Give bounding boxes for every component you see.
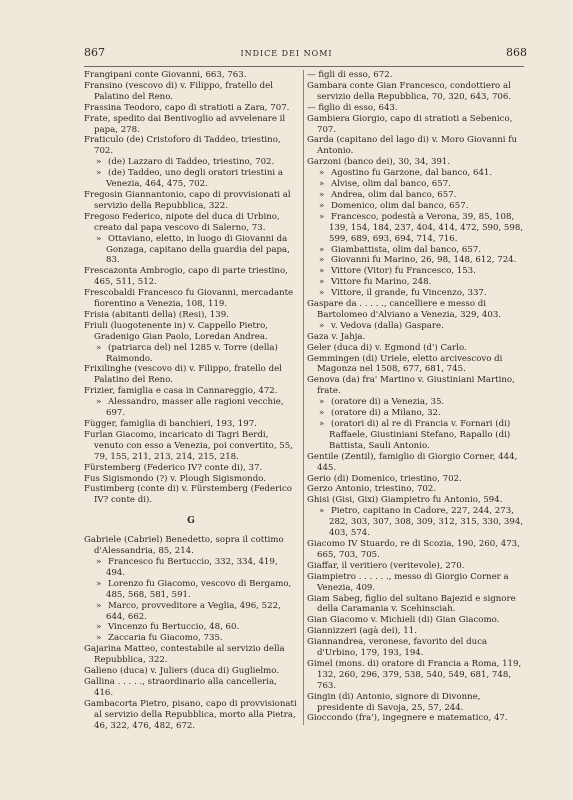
index-entry: Genova (da) fra' Martino v. Giustiniani Martino, frate. (307, 375, 515, 397)
index-entry: Garzoni (banco dei), 30, 34, 391. (307, 157, 451, 168)
index-entry: Gallina . . . . ., straordinario alla cancelleria, 416. (84, 676, 277, 698)
index-entry: Frizier, famiglia e casa in Cannareggio, 472. (84, 386, 278, 397)
index-entry: Fregosin Giannantonio, capo di provvisionati al servizio della Repubblica, 322. (84, 189, 291, 211)
index-entry: Fus Sigismondo (?) v. Plough Sigismondo. (84, 473, 266, 484)
index-entry: Frescazonta Ambrogio, capo di parte triestino, 465, 511, 512. (84, 266, 288, 288)
index-subentry: » Giovanni fu Marino, 26, 98, 148, 612, 724. (319, 255, 517, 266)
index-entry: Gajarina Matteo, contestabile al servizio della Repubblica, 322. (84, 644, 285, 666)
index-subentry: » (oratori di) al re di Francia v. Fornari (di) Raffaele, Giustiniani Stefano, Rapallo (di) Battista, Sauli Antonio. (319, 419, 511, 451)
index-subentry: » Vittore, il grande, fu Vincenzo, 337. (319, 288, 487, 299)
index-entry: Gioccondo (fra'), ingegnere e matematico, 47. (307, 713, 508, 724)
index-subentry: » (patriarca del) nel 1285 v. Torre (della) Raimondo. (96, 342, 278, 364)
index-entry: Giaffar, il veritiero (veritevole), 270. (307, 560, 465, 571)
right-page-number: 868 (506, 46, 527, 59)
index-entry: Gemmingen (di) Uriele, eletto arcivescovo di Magonza nel 1508, 677, 681, 745. (307, 353, 503, 375)
index-entry: — figli di esso, 672. (307, 70, 393, 80)
index-subentry: » Francesco fu Bertuccio, 332, 334, 419, 494. (96, 556, 278, 578)
index-entry: Fustimberg (conte di) v. Fürstemberg (Federico IV? conte di). (84, 484, 292, 506)
right-column (307, 70, 525, 724)
left-page-number: 867 (84, 46, 105, 59)
index-subentry: » Pietro, capitano in Cadore, 227, 244, 273, 282, 303, 307, 308, 309, 312, 315, 330, 394, 403, 574. (319, 506, 524, 539)
index-entry: Giam Sabeg, figlio del sultano Bajezid e signore della Caramania v. Scehinsciah. (307, 593, 516, 615)
index-subentry: » Francesco, podestà a Verona, 39, 85, 108, 139, 154, 184, 237, 404, 414, 472, 590, 598, 599, 689, 693, 694, 714, 716. (319, 211, 524, 244)
header-rule (84, 66, 524, 67)
index-entry: Fùgger, famiglia di banchieri, 193, 197. (84, 419, 257, 429)
index-subentry: » Lorenzo fu Giacomo, vescovo di Bergamo, 485, 568, 581, 591. (96, 578, 292, 600)
index-entry: Gerio (di) Domenico, triestino, 702. (307, 473, 462, 484)
index-entry: Fransino (vescovo di) v. Filippo, fratello del Palatino del Reno. (84, 80, 273, 102)
index-subentry: » (oratore di) a Milano, 32. (319, 408, 441, 419)
index-entry: Geler (duca di) v. Egmond (d') Carlo. (307, 342, 467, 353)
index-subentry: » (de) Lazzaro di Taddeo, triestino, 702. (96, 157, 275, 168)
index-entry: Gian Giacomo v. Michieli (di) Gian Giacomo. (307, 615, 500, 626)
index-subentry: » Zaccaria fu Giacomo, 735. (96, 633, 223, 644)
index-subentry: » Vincenzo fu Bertuccio, 48, 60. (96, 622, 240, 633)
index-entry: Giacomo IV Stuardo, re di Scozia, 190, 260, 473, 665, 703, 705. (307, 538, 520, 560)
index-subentry: » Andrea, olim dal banco, 657. (319, 189, 457, 200)
index-entry: Giannizzeri (agà dei), 11. (307, 626, 417, 637)
index-entry: Giannandrea, veronese, favorito del duca d'Urbino, 179, 193, 194. (307, 637, 488, 659)
index-entry: Frixilinghe (vescovo di) v. Filippo, fratello del Palatino del Reno. (84, 364, 282, 386)
index-entry: Gingin (di) Antonio, signore di Divonne, presidente di Savoja, 25, 57, 244. (307, 691, 481, 713)
index-entry: Furlan Giacomo, incaricato di Tagri Berdi, venuto con esso a Venezia, poi convertito, 55, 79, 155, 211, 213, 214, 215, 218. (84, 429, 293, 462)
index-entry: Ghisi (Gisi, Gixi) Giampietro fu Antonio, 594. (307, 495, 503, 506)
page-title: INDICE DEI NOMI (240, 49, 333, 58)
index-subentry: » (de) Taddeo, uno degli oratori triestini a Venezia, 464, 475, 702. (96, 168, 283, 190)
index-entry: Frangipani conte Giovanni, 663, 763. (84, 70, 247, 80)
index-subentry: » Vittore fu Marino, 248. (319, 277, 432, 288)
index-entry: — figlio di esso, 643. (307, 102, 398, 113)
index-entry: Galieno (duca) v. Juliers (duca di) Guglielmo. (84, 666, 280, 677)
section-letter: G (187, 516, 195, 527)
index-entry: Friuli (luogotenente in) v. Cappello Pietro, Gradenigo Gian Paolo, Loredan Andrea. (84, 320, 268, 342)
index-entry: Gerzo Antonio, triestino, 702. (307, 484, 437, 495)
index-subentry: » Ottaviano, eletto, in luogo di Giovanni da Gonzaga, capitano della guardia del papa, 83. (96, 233, 290, 266)
index-subentry: » v. Vedova (dalla) Gaspare. (319, 320, 444, 331)
index-entry: Fürstemberg (Federico IV? conte di), 37. (84, 462, 263, 473)
index-subentry: » Agostino fu Garzone, dal banco, 641. (319, 168, 493, 179)
index-entry: Gabriele (Cabriel) Benedetto, sopra il cottimo d'Alessandria, 85, 214. (84, 535, 284, 557)
index-entry: Gambara conte Gian Francesco, condottiero al servizio della Repubblica, 70, 320, 643, 706. (307, 80, 512, 102)
index-entry: Frisia (abitanti della) (Resi), 139. (84, 309, 229, 320)
index-entry: Gentile (Zentil), famiglio di Giorgio Corner, 444, 445. (307, 451, 518, 473)
index-entry: Gaza v. Jahja. (307, 331, 366, 342)
index-subentry: » Giambattista, olim dal banco, 657. (319, 244, 482, 255)
index-entry: Gimel (mons. di) oratore di Francia a Roma, 119, 132, 260, 296, 379, 538, 540, 549, 681, 748, 763. (307, 658, 522, 691)
left-column (84, 70, 298, 731)
index-entry: Fraticulo (de) Cristoforo di Taddeo, triestino, 702. (84, 135, 281, 157)
index-entry: Gambacorta Pietro, pisano, capo di provvisionati al servizio della Repubblica, morto alla Pietra, 46, 322, 476, 482, 672. (84, 698, 297, 731)
index-entry: Frate, spedito dai Bentivoglio ad avvelenare il papa, 278. (84, 113, 286, 135)
index-entry: Garda (capitano del lago di) v. Moro Giovanni fu Antonio. (307, 135, 518, 157)
index-subentry: » Alvise, olim dal banco, 657. (319, 179, 451, 190)
index-subentry: » Marco, provveditore a Veglia, 496, 522, 644, 662. (96, 600, 281, 622)
index-subentry: » Vittore (Vitor) fu Francesco, 153. (319, 266, 476, 277)
index-entry: Giampietro . . . . . ., messo di Giorgio Corner a Venezia, 409. (307, 571, 509, 593)
column-divider (303, 70, 304, 725)
index-subentry: » Alessandro, masser alle ragioni vecchie, 697. (96, 397, 284, 419)
index-entry: Gambiera Giorgio, capo di stratioti a Sebenico, 707. (307, 113, 513, 135)
index-entry: Gaspare da . . . . ., cancelliere e messo di Bartolomeo d'Alviano a Venezia, 329, 403. (307, 299, 502, 320)
index-entry: Frassina Teodoro, capo di stratioti a Zara, 707. (84, 102, 290, 113)
index-subentry: » Domenico, olim dal banco, 657. (319, 200, 469, 211)
index-entry: Fregoso Federico, nipote del duca di Urbino, creato dal papa vescovo di Salerno, 73. (84, 211, 280, 233)
index-entry: Frescobaldi Francesco fu Giovanni, mercadante fiorentino a Venezia, 108, 119. (84, 288, 294, 310)
index-subentry: » (oratore di) a Venezia, 35. (319, 397, 445, 408)
